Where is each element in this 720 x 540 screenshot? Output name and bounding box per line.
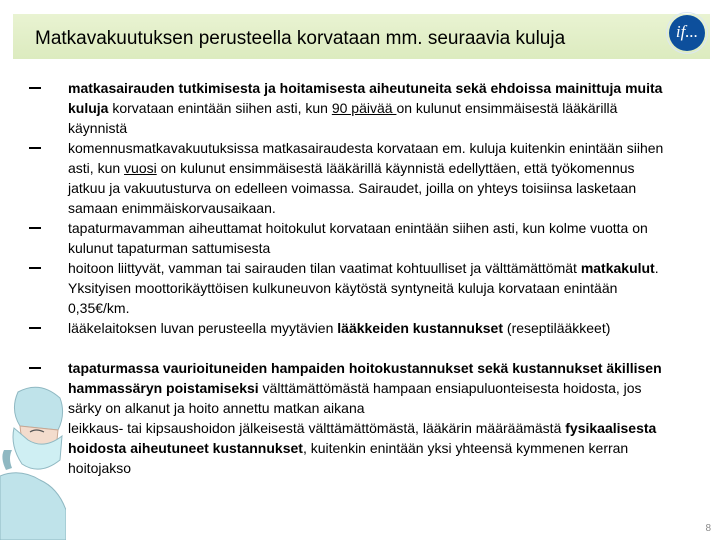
item-text: (reseptilääkkeet) (503, 320, 611, 336)
item-bold: lääkkeiden kustannukset (337, 320, 504, 336)
slide-title: Matkavakuutuksen perusteella korvataan mm. seuraavia kuluja (35, 28, 566, 49)
list-item (28, 318, 668, 358)
item-bold: matkakulut (580, 260, 655, 276)
item-text: välttämättömästä hampaan ensiapuluonteisesta hoidosta, jos särky on alkanut ja hoito annettu matkan aikana (68, 380, 642, 416)
title-bar (13, 14, 710, 59)
if-logo-icon (669, 15, 705, 51)
list-item (28, 138, 668, 218)
item-text: komennusmatkavakuutuksissa matkasairaudesta korvataan em. kuluja kuitenkin enintään siihen asti, kun (68, 140, 664, 176)
item-text: . Yksityisen moottorikäyttöisen kulkuneuvon käytöstä syntyneitä kuluja korvataan enintään 0,35€/km. (68, 260, 659, 316)
list-item (28, 218, 668, 258)
list-item (28, 418, 668, 478)
item-underline: 90 päivää (331, 100, 397, 116)
item-bold: tapaturmassa vaurioituneiden hampaiden hoitokustannukset sekä kustannukset äkillisen hammassäryn poistamiseksi (68, 360, 662, 396)
item-text: tapaturmavamman aiheuttamat hoitokulut korvataan enintään siihen asti, kun kolme vuotta on kulunut tapaturman sattumisesta (68, 220, 648, 256)
list-item (28, 258, 668, 318)
item-bold: matkasairauden tutkimisesta ja hoitamisesta aiheutuneita sekä ehdoissa mainittuja muita kuluja (68, 80, 663, 116)
item-text: leikkaus- tai kipsaushoidon jälkeisestä välttämättömästä, lääkärin määräämästä (68, 420, 566, 436)
list-item (28, 78, 668, 138)
list-item (28, 358, 668, 418)
cost-list (28, 78, 668, 478)
item-text: on kulunut ensimmäisestä lääkärillä käynnistä edellyttäen, että työkomennus jatkuu ja vakuutusturva on edelleen voimassa. Sairaudet, joilla on yhteys toisiinsa lasketaan samaan enimmäiskorvausaikaan. (68, 160, 637, 216)
item-bold: fysikaalisesta hoidosta aiheutuneet kustannukset (68, 420, 657, 456)
item-text: lääkelaitoksen luvan perusteella myytävien (68, 320, 338, 336)
surgeon-illustration (0, 380, 66, 540)
item-text: korvataan enintään siihen asti, kun (108, 100, 332, 116)
logo-text: if... (675, 22, 699, 41)
page-number: 8 (705, 523, 711, 534)
item-text: , kuitenkin enintään yksi yhteensä kymmenen kerran hoitojakso (68, 440, 629, 476)
item-underline: vuosi (124, 160, 157, 176)
item-text: hoitoon liittyvät, vamman tai sairauden tilan vaatimat kohtuulliset ja välttämättömät (68, 260, 581, 276)
item-text: on kulunut ensimmäisestä lääkärillä käynnistä (68, 100, 618, 136)
